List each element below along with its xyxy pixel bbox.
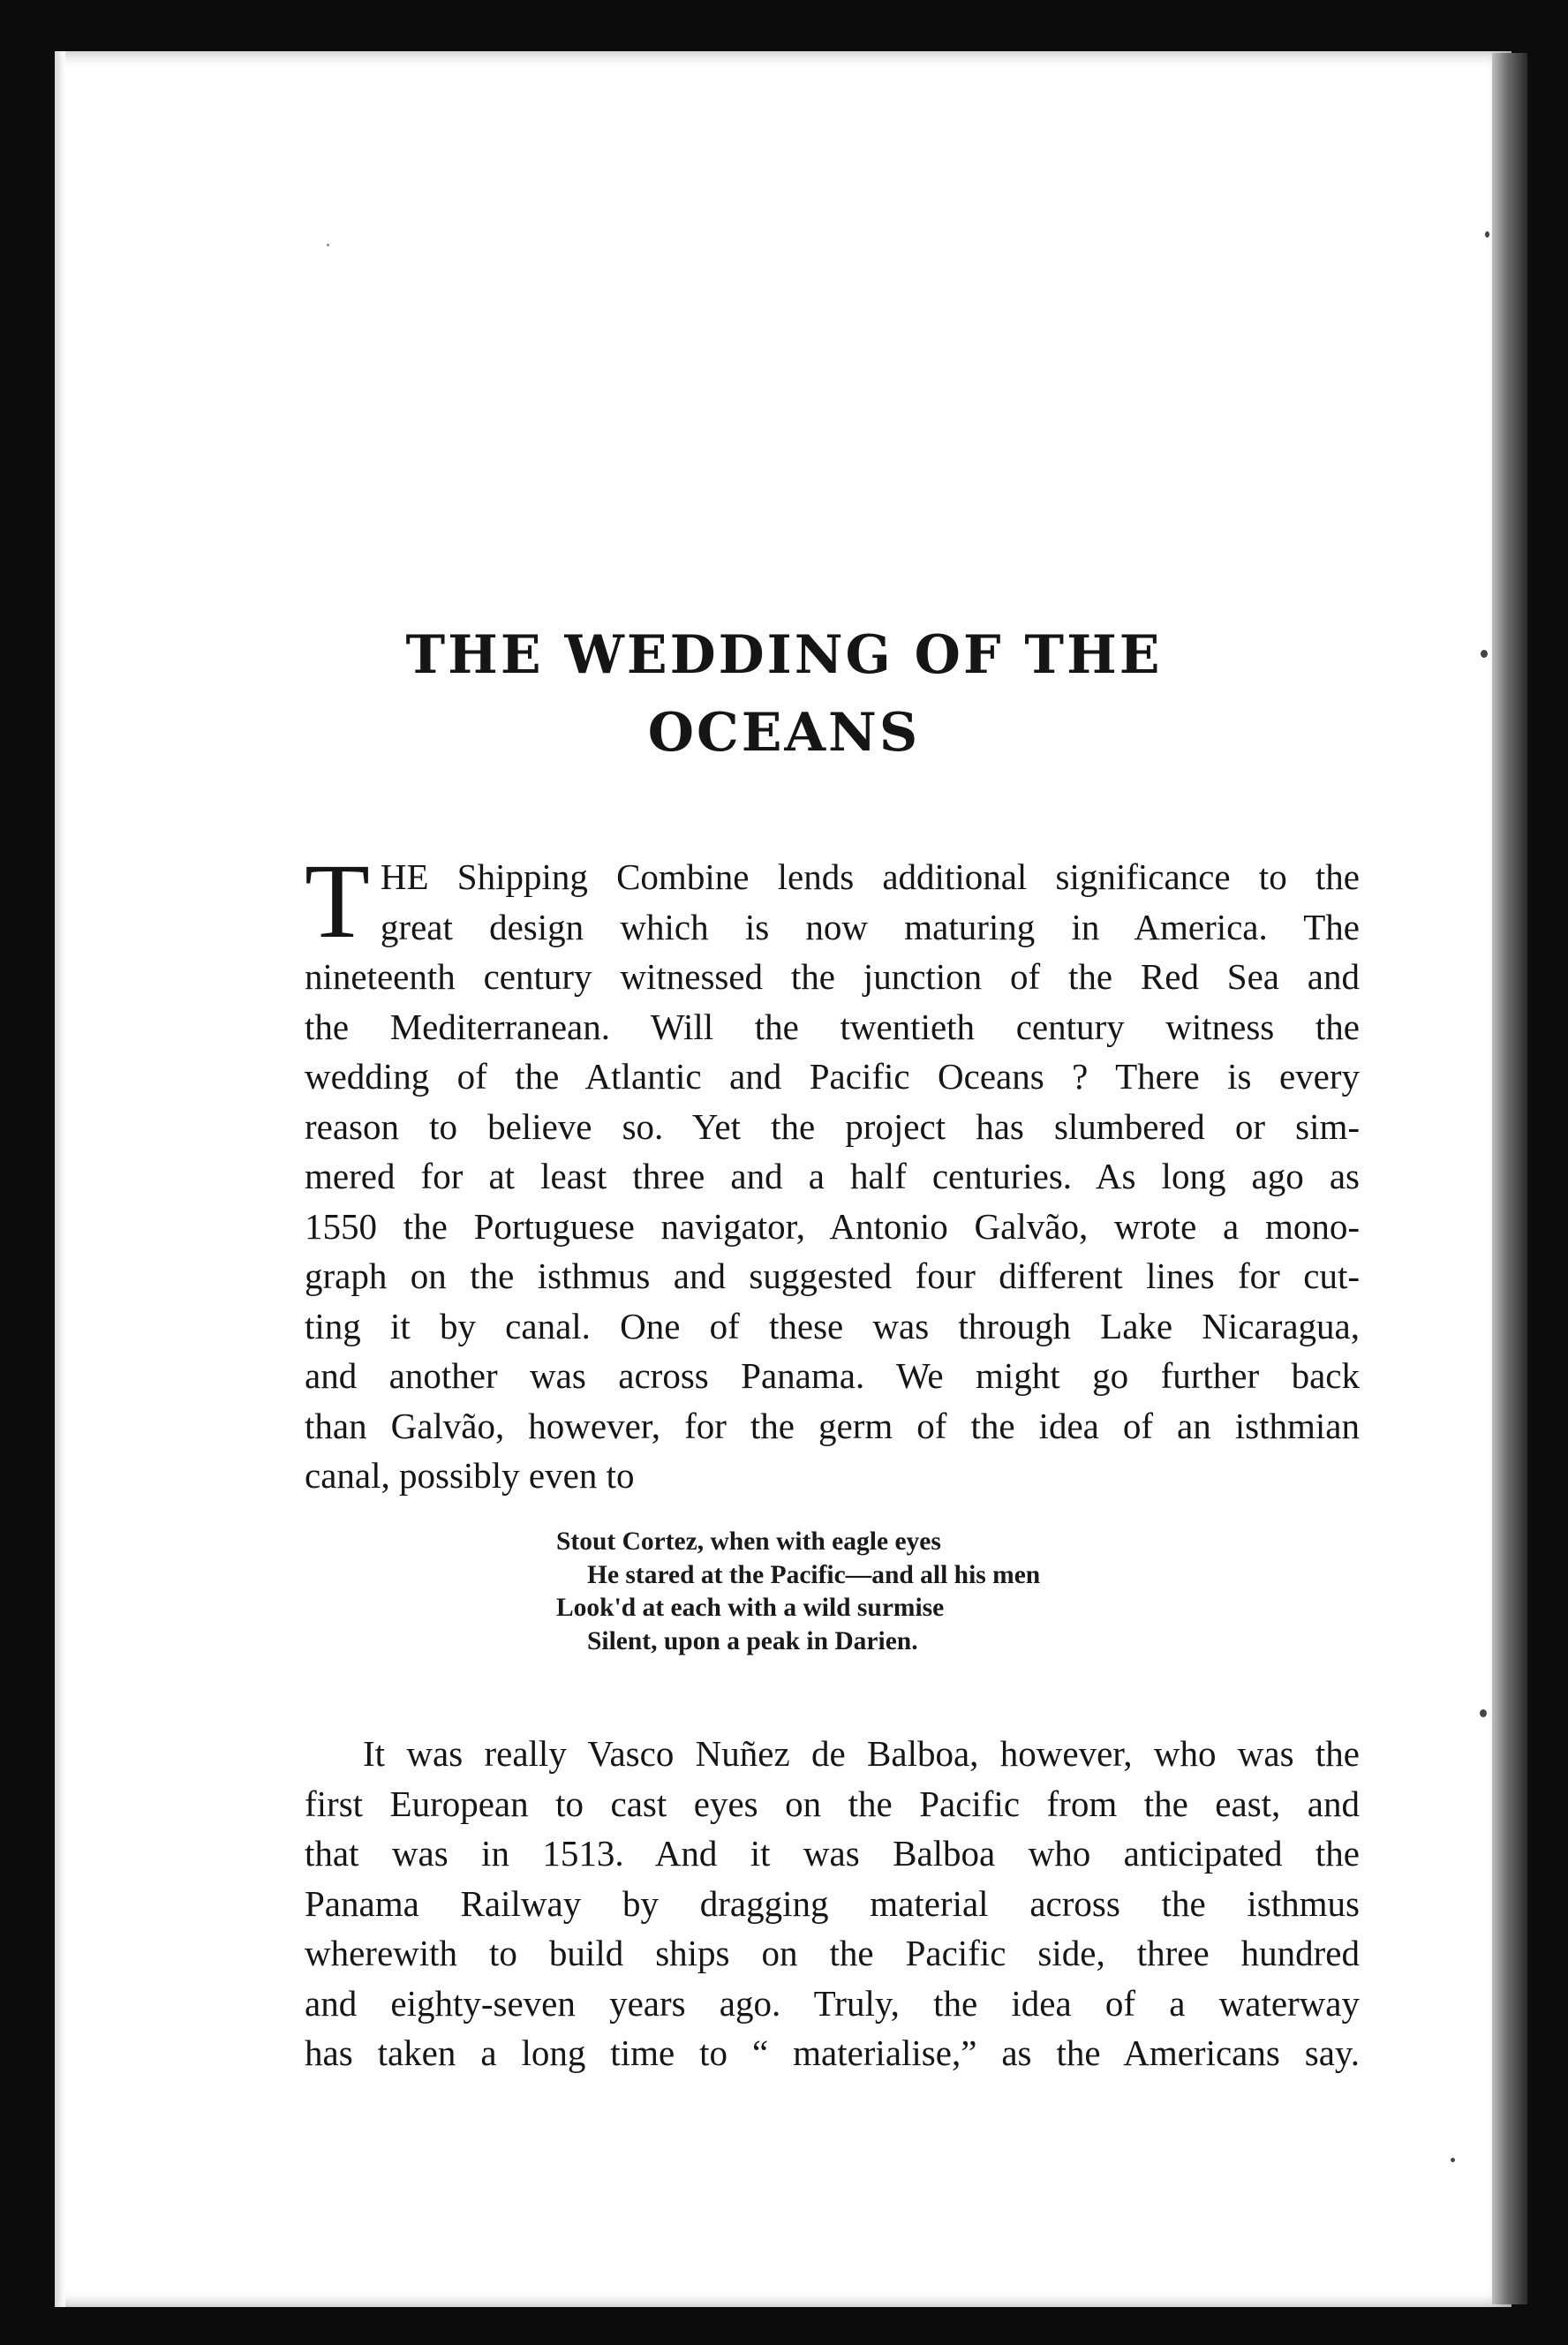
verse-line: Silent, upon a peak in Darien. [587,1626,918,1655]
scan-speck [1451,2158,1455,2162]
scan-speck [1480,1709,1487,1717]
scan-speck [1485,231,1489,238]
text-line: graph on the isthmus and suggested four different lines for cut- [305,1255,1360,1296]
text-line: It was really Vasco Nuñez de Balboa, however, who was the [363,1733,1360,1774]
text-line: wherewith to build ships on the Pacific side, three hundred [305,1933,1360,1973]
text-line: has taken a long time to “ materialise,” as the Americans say. [305,2032,1360,2073]
text-line: and another was across Panama. We might go further back [305,1355,1360,1396]
chapter-title-line-1: THE WEDDING OF THE [405,624,1163,686]
text-line: and eighty-seven years ago. Truly, the idea of a waterway [305,1982,1360,2024]
verse-line: Look'd at each with a wild surmise [556,1594,945,1622]
paragraph-1 [305,842,1360,1501]
drop-cap: T [305,842,370,961]
page-gutter-shadow [55,51,65,2307]
text-line: wedding of the Atlantic and Pacific Oceans ? There is every [305,1056,1360,1097]
text-line: canal, possibly even to [305,1455,635,1496]
text-line: 1550 the Portuguese navigator, Antonio Galvão, wrote a mono- [305,1205,1360,1247]
scan-speck [327,244,329,246]
text-line: the Mediterranean. Will the twentieth century witness the [305,1006,1360,1047]
text-line: mered for at least three and a half centuries. As long ago as [305,1156,1360,1196]
text-line: nineteenth century witnessed the junction of the Red Sea and [305,956,1360,997]
verse-quotation [556,1526,1040,1658]
page-edge-shadow [1492,53,1527,2304]
text-line: HE Shipping Combine lends additional significance to the [380,856,1360,897]
chapter-title-line-2: OCEANS [647,702,921,764]
verse-line: He stared at the Pacific—and all his men [587,1560,1041,1589]
text-line: than Galvão, however, for the germ of the idea of an isthmian [305,1405,1360,1446]
text-line: ting it by canal. One of these was through Lake Nicaragua, [305,1305,1360,1346]
text-line: Panama Railway by dragging material across the isthmus [305,1882,1360,1924]
text-line: reason to believe so. Yet the project has slumbered or sim- [305,1105,1360,1147]
text-line: great design which is now maturing in America. The [380,906,1360,947]
text-line: first European to cast eyes on the Pacific from the east, and [305,1783,1360,1824]
text-line: that was in 1513. And it was Balboa who anticipated the [305,1833,1360,1874]
verse-line: Stout Cortez, when with eagle eyes [556,1527,941,1556]
scan-speck [1481,650,1488,658]
paragraph-2 [305,1729,1360,2078]
chapter-title [0,616,1568,772]
